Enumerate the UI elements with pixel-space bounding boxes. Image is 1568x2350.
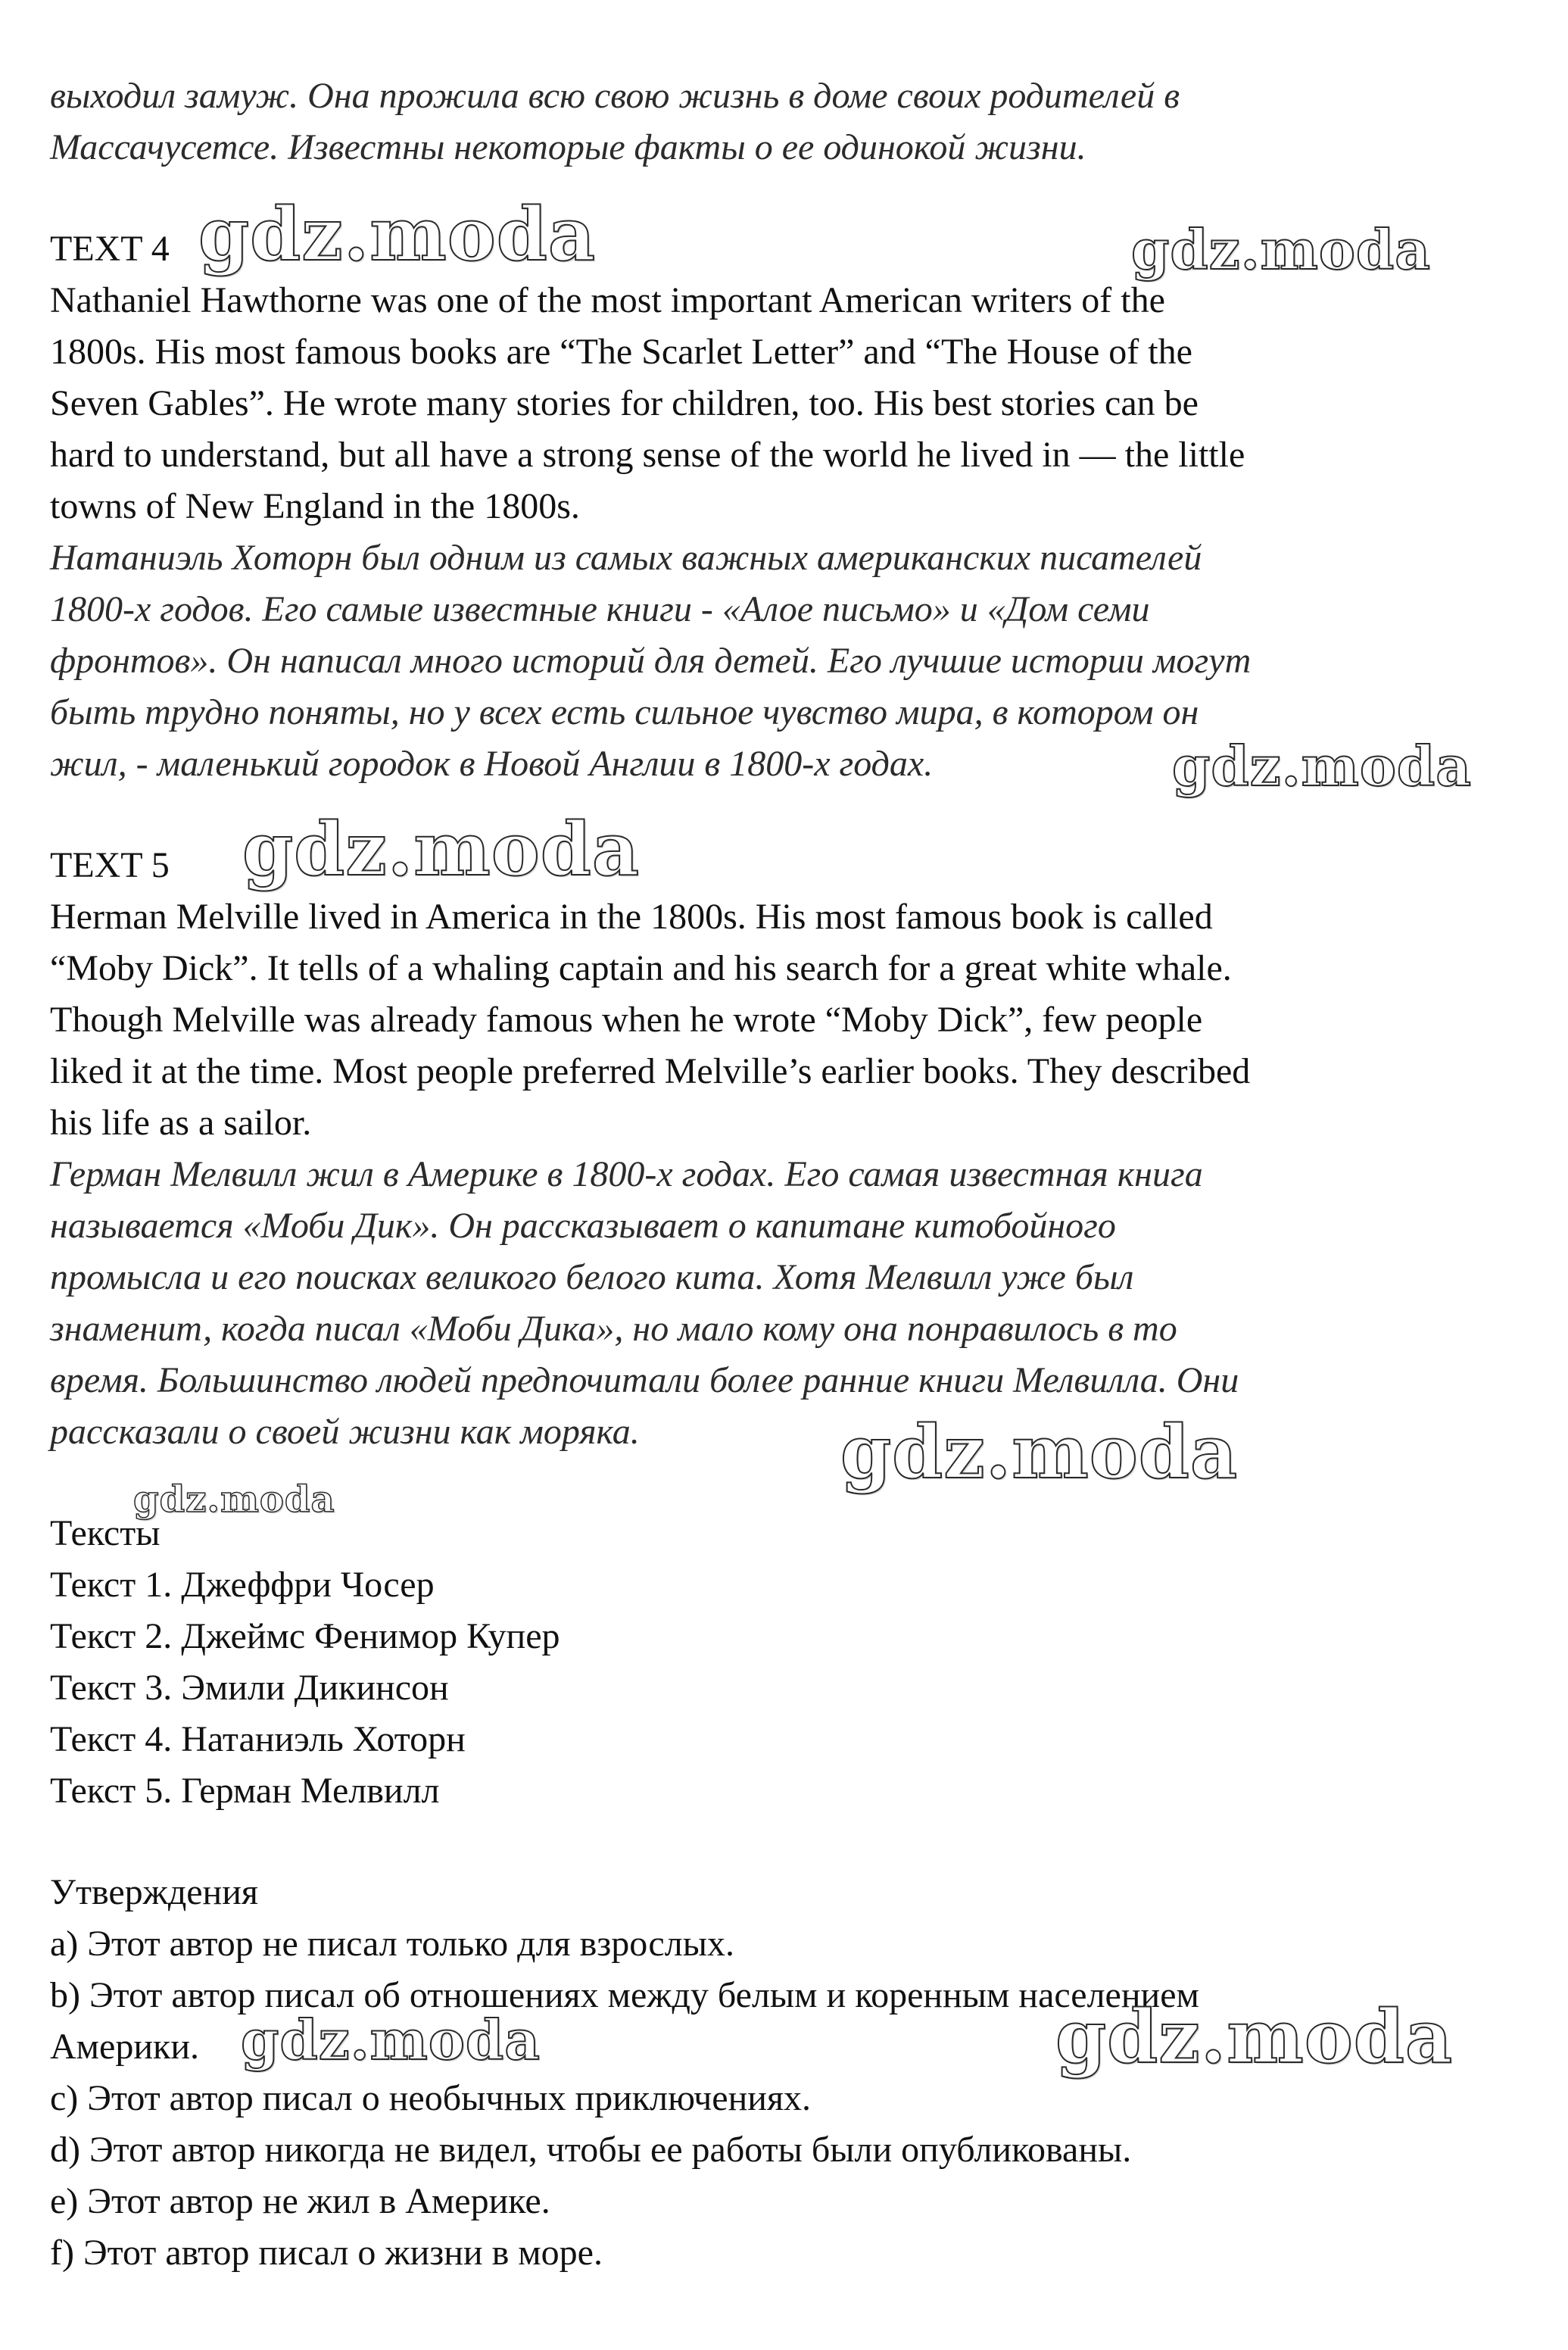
statement-item: e) Этот автор не жил в Америке. [50, 2181, 550, 2221]
text5-ru-line: промысла и его поисках великого белого кита. Хотя Мелвилл уже был [50, 1257, 1134, 1297]
statement-item: c) Этот автор писал о необычных приключениях. [50, 2078, 812, 2118]
statement-item: b) Этот автор писал об отношениях между белым и коренным населением [50, 1975, 1199, 2015]
texts-item: Текст 3. Эмили Дикинсон [50, 1668, 449, 1708]
text4-en-line: Nathaniel Hawthorne was one of the most important American writers of the [50, 280, 1165, 320]
text4-en-line: 1800s. His most famous books are “The Scarlet Letter” and “The House of the [50, 332, 1192, 372]
watermark-logo: gdz.moda [241, 2008, 541, 2072]
text4-en-line: towns of New England in the 1800s. [50, 486, 580, 526]
texts-item: Текст 5. Герман Мелвилл [50, 1771, 440, 1811]
text4-ru-line: Натаниэль Хоторн был одним из самых важных американских писателей [50, 538, 1202, 578]
text5-ru-line: рассказали о своей жизни как моряка. [50, 1412, 640, 1452]
text4-heading: TEXT 4 [50, 229, 170, 269]
watermark-logo: gdz.moda [1131, 217, 1431, 282]
watermark-logo: gdz.moda [840, 1409, 1239, 1495]
text5-ru-line: называется «Моби Дик». Он рассказывает о капитане китобойного [50, 1206, 1116, 1246]
intro-line: выходил замуж. Она прожила всю свою жизнь в доме своих родителей в [50, 76, 1180, 116]
text4-en-line: Seven Gables”. He wrote many stories for children, too. His best stories can be [50, 383, 1199, 423]
text5-ru-line: знаменит, когда писал «Моби Дика», но мало кому она понравилось в то [50, 1309, 1177, 1349]
text5-en-line: liked it at the time. Most people preferred Melville’s earlier books. They described [50, 1051, 1251, 1091]
text4-ru-line: жил, - маленький городок в Новой Англии в 1800-х годах. [50, 744, 934, 784]
texts-item: Текст 1. Джеффри Чосер [50, 1565, 435, 1605]
text4-ru-line: фронтов». Он написал много историй для детей. Его лучшие истории могут [50, 641, 1252, 681]
text5-en-line: “Moby Dick”. It tells of a whaling captain and his search for a great white whale. [50, 948, 1232, 988]
texts-item: Текст 4. Натаниэль Хоторн [50, 1719, 466, 1759]
text4-ru-line: 1800-х годов. Его самые известные книги - «Алое письмо» и «Дом семи [50, 589, 1150, 629]
text5-ru-line: Герман Мелвилл жил в Америке в 1800-х годах. Его самая известная книга [50, 1154, 1203, 1194]
statement-item: f) Этот автор писал о жизни в море. [50, 2233, 603, 2273]
statement-item: Америки. [50, 2027, 200, 2067]
text5-ru-line: время. Большинство людей предпочитали более ранние книги Мелвилла. Они [50, 1360, 1239, 1400]
texts-item: Текст 2. Джеймс Фенимор Купер [50, 1616, 560, 1656]
text5-en-line: Though Melville was already famous when he wrote “Moby Dick”, few people [50, 1000, 1203, 1040]
intro-line: Массачусетсе. Известны некоторые факты о ее одинокой жизни. [50, 127, 1086, 167]
statement-item: a) Этот автор не писал только для взрослых. [50, 1924, 734, 1964]
texts-heading: Тексты [50, 1513, 161, 1553]
text4-ru-line: быть трудно поняты, но у всех есть сильное чувство мира, в котором он [50, 692, 1199, 732]
watermark-logo: gdz.moda [1055, 1994, 1454, 2080]
text5-heading: TEXT 5 [50, 845, 170, 885]
watermark-logo: gdz.moda [133, 1478, 335, 1521]
statement-item: d) Этот автор никогда не видел, чтобы ее работы были опубликованы. [50, 2130, 1132, 2170]
watermark-logo: gdz.moda [198, 192, 597, 277]
statements-heading: Утверждения [50, 1872, 258, 1912]
text4-en-line: hard to understand, but all have a strong sense of the world he lived in — the little [50, 435, 1245, 475]
watermark-logo: gdz.moda [1172, 734, 1472, 798]
text5-en-line: his life as a sailor. [50, 1103, 312, 1143]
text5-en-line: Herman Melville lived in America in the 1800s. His most famous book is called [50, 897, 1213, 937]
watermark-logo: gdz.moda [242, 807, 641, 892]
